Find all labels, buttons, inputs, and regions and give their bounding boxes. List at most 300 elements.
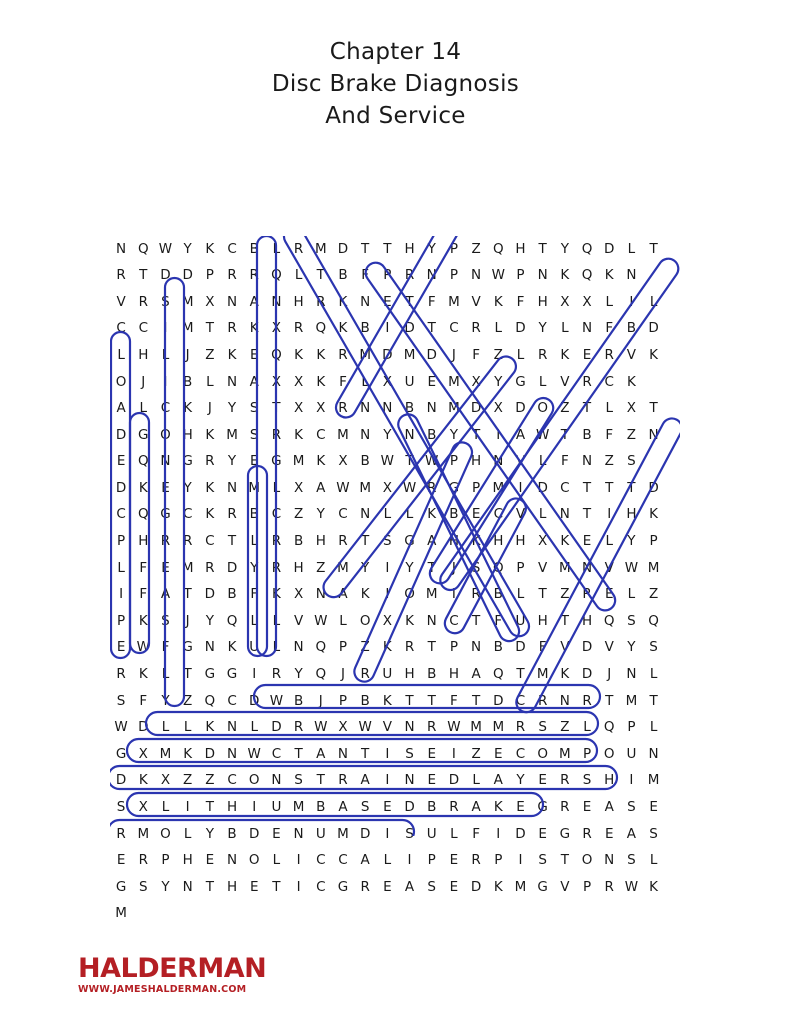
grid-cell: I <box>451 745 456 762</box>
grid-cell: N <box>426 267 437 284</box>
grid-cell: L <box>339 612 347 629</box>
grid-cell: D <box>182 267 193 284</box>
grid-cell: N <box>559 506 570 523</box>
grid-cell: D <box>470 878 482 895</box>
grid-cell: E <box>427 745 436 762</box>
grid-cell: A <box>116 400 126 417</box>
grid-cell: K <box>338 293 348 310</box>
grid-cell: Y <box>405 559 414 576</box>
grid-cell: J <box>318 692 323 709</box>
grid-cell: L <box>561 320 569 337</box>
grid-cell: A <box>316 745 326 762</box>
grid-cell: R <box>271 533 282 550</box>
grid-cell: A <box>249 293 259 310</box>
grid-cell: D <box>448 772 460 789</box>
grid-cell: P <box>516 267 525 284</box>
grid-cell: L <box>383 852 392 869</box>
grid-cell: I <box>296 878 301 895</box>
grid-cell: Y <box>227 453 237 470</box>
grid-cell: W <box>336 479 350 496</box>
grid-cell: M <box>359 479 371 496</box>
grid-cell: H <box>226 878 238 895</box>
grid-cell: T <box>205 799 214 816</box>
grid-cell: E <box>249 453 259 470</box>
grid-cell: I <box>385 559 390 576</box>
grid-cell: F <box>516 293 525 310</box>
grid-cell: E <box>205 852 215 869</box>
grid-cell: R <box>582 586 592 603</box>
grid-cell: D <box>115 426 127 443</box>
grid-cell: L <box>450 825 458 842</box>
grid-cell: B <box>360 453 370 470</box>
grid-cell: L <box>494 320 503 337</box>
grid-cell: F <box>361 267 370 284</box>
grid-cell: I <box>451 586 456 603</box>
grid-cell: M <box>448 400 460 417</box>
grid-cell: Y <box>227 400 237 417</box>
grid-cell: I <box>496 825 501 842</box>
grid-cell: P <box>449 267 458 284</box>
grid-cell: B <box>293 692 304 709</box>
grid-cell: T <box>316 267 325 284</box>
grid-cell: X <box>382 373 392 390</box>
grid-cell: L <box>161 346 170 363</box>
grid-cell: G <box>182 453 193 470</box>
grid-cell: C <box>227 692 237 709</box>
grid-cell: Q <box>137 240 149 257</box>
grid-cell: N <box>404 772 415 789</box>
grid-cell: F <box>560 453 569 470</box>
grid-cell: E <box>116 453 126 470</box>
grid-cell: I <box>252 799 257 816</box>
grid-cell: W <box>535 426 550 443</box>
grid-cell: G <box>537 878 548 895</box>
grid-cell: J <box>607 666 612 683</box>
grid-cell: W <box>491 267 505 284</box>
grid-cell: Y <box>205 825 214 842</box>
grid-cell: B <box>338 267 348 284</box>
grid-cell: H <box>182 852 193 869</box>
grid-cell: S <box>538 719 547 736</box>
grid-cell: W <box>247 745 261 762</box>
grid-cell: I <box>119 586 124 603</box>
grid-cell: O <box>160 825 171 842</box>
grid-cell: K <box>205 240 215 257</box>
grid-cell: R <box>404 639 415 656</box>
grid-cell: E <box>649 799 658 816</box>
grid-cell: R <box>449 799 459 816</box>
grid-cell: X <box>160 772 171 789</box>
grid-cell: C <box>271 506 282 523</box>
grid-cell: W <box>425 453 439 470</box>
grid-cell: C <box>316 426 326 443</box>
grid-cell: G <box>182 639 193 656</box>
grid-cell: T <box>205 878 214 895</box>
grid-cell: E <box>582 346 592 363</box>
grid-cell: Z <box>293 506 304 523</box>
grid-cell: N <box>360 400 371 417</box>
grid-cell: M <box>514 878 527 895</box>
grid-cell: R <box>471 320 481 337</box>
grid-cell: V <box>604 559 614 576</box>
grid-cell: A <box>160 586 171 603</box>
grid-cell: T <box>582 479 592 496</box>
grid-cell: H <box>138 533 149 550</box>
grid-cell: L <box>161 719 170 736</box>
grid-cell: L <box>250 612 258 629</box>
grid-cell: I <box>163 320 168 337</box>
grid-cell: R <box>271 666 282 683</box>
grid-cell: E <box>427 373 436 390</box>
grid-cell: V <box>471 293 481 310</box>
grid-cell-empty <box>643 369 665 396</box>
grid-cell: K <box>316 453 326 470</box>
grid-cell: G <box>115 878 127 895</box>
grid-cell: U <box>382 666 393 683</box>
grid-cell: A <box>316 479 326 496</box>
grid-cell: I <box>518 479 523 496</box>
grid-cell: T <box>361 745 370 762</box>
grid-cell: M <box>292 799 305 816</box>
title-line-1: Chapter 14 <box>329 39 462 65</box>
grid-cell: E <box>161 479 170 496</box>
grid-cell: O <box>160 426 171 443</box>
grid-cell: Y <box>449 426 459 443</box>
grid-cell: D <box>404 320 415 337</box>
grid-cell: N <box>116 240 127 257</box>
grid-cell: R <box>582 692 592 709</box>
grid-cell: R <box>205 453 215 470</box>
grid-cell: I <box>385 586 390 603</box>
grid-cell: M <box>337 426 349 443</box>
grid-cell: F <box>494 612 503 629</box>
grid-cell: R <box>205 559 215 576</box>
grid-cell: P <box>494 852 503 869</box>
grid-cell: K <box>360 586 370 603</box>
grid-cell: A <box>338 586 348 603</box>
grid-cell: M <box>292 453 305 470</box>
grid-cell: E <box>272 825 281 842</box>
grid-cell: A <box>338 799 348 816</box>
grid-cell: H <box>448 533 459 550</box>
grid-cell: X <box>293 479 304 496</box>
grid-cell: E <box>249 878 259 895</box>
grid-cell: R <box>116 267 126 284</box>
grid-cell: I <box>629 293 634 310</box>
grid-cell: R <box>404 267 415 284</box>
grid-cell: H <box>293 293 304 310</box>
grid-cell: Z <box>493 346 503 363</box>
grid-cell: E <box>449 852 459 869</box>
grid-cell: Q <box>492 240 504 257</box>
grid-cell: M <box>137 825 150 842</box>
grid-cell: B <box>493 586 503 603</box>
grid-cell: C <box>205 533 215 550</box>
grid-cell: Q <box>226 612 238 629</box>
grid-cell: Z <box>648 586 659 603</box>
grid-cell: S <box>294 772 303 789</box>
grid-cell: Z <box>205 346 215 363</box>
grid-cell: L <box>272 852 281 869</box>
grid-cell: U <box>315 825 326 842</box>
grid-cell: T <box>516 666 525 683</box>
grid-cell: H <box>471 453 482 470</box>
grid-cell: Q <box>648 612 659 629</box>
grid-cell: T <box>560 426 569 443</box>
grid-cell: M <box>492 479 505 496</box>
grid-cell: T <box>582 506 592 523</box>
grid-cell: A <box>360 852 370 869</box>
grid-cell: K <box>249 320 259 337</box>
grid-cell: K <box>138 772 148 789</box>
grid-cell: T <box>272 400 281 417</box>
grid-cell: S <box>582 772 592 789</box>
grid-cell: A <box>249 373 259 390</box>
grid-cell: G <box>271 453 282 470</box>
grid-cell: N <box>226 373 238 390</box>
grid-cell: T <box>272 878 281 895</box>
grid-cell: W <box>114 719 128 736</box>
grid-cell: M <box>359 346 371 363</box>
grid-cell: T <box>183 586 192 603</box>
grid-cell: X <box>293 400 304 417</box>
grid-cell: D <box>515 825 526 842</box>
grid-cell: R <box>471 586 481 603</box>
grid-cell: W <box>447 719 461 736</box>
page-title <box>0 36 791 132</box>
grid-cell: V <box>293 612 304 629</box>
grid-cell: E <box>383 878 392 895</box>
grid-cell: R <box>427 719 437 736</box>
grid-cell: E <box>494 745 503 762</box>
grid-cell: D <box>515 320 526 337</box>
grid-cell: L <box>605 400 613 417</box>
grid-cell: Q <box>581 267 593 284</box>
grid-cell: D <box>204 745 216 762</box>
grid-cell: S <box>249 400 259 417</box>
grid-cell: J <box>207 400 212 417</box>
grid-cell: N <box>537 267 548 284</box>
grid-cell: C <box>604 373 614 390</box>
grid-cell: N <box>404 426 415 443</box>
grid-cell: M <box>337 559 349 576</box>
grid-cell: L <box>627 240 636 257</box>
word-search-puzzle <box>110 236 680 922</box>
grid-cell: Z <box>471 745 481 762</box>
grid-cell: T <box>227 533 237 550</box>
grid-cell: X <box>560 293 570 310</box>
grid-cell: Y <box>427 240 436 257</box>
grid-cell: H <box>182 426 193 443</box>
grid-cell: W <box>158 240 173 257</box>
grid-cell: N <box>271 772 282 789</box>
grid-cell: K <box>205 719 215 736</box>
grid-cell: B <box>183 373 193 390</box>
grid-cell: S <box>116 799 126 816</box>
grid-cell: L <box>272 479 281 496</box>
grid-cell: M <box>492 719 505 736</box>
grid-cell: H <box>226 799 238 816</box>
grid-cell: V <box>560 373 570 390</box>
grid-cell: L <box>250 533 258 550</box>
grid-cell: L <box>649 293 658 310</box>
grid-cell: S <box>161 612 170 629</box>
grid-cell: L <box>538 453 547 470</box>
grid-cell: R <box>427 479 437 496</box>
grid-cell: M <box>337 825 349 842</box>
grid-cell: P <box>472 479 481 496</box>
grid-cell: E <box>582 799 592 816</box>
grid-cell: B <box>360 692 370 709</box>
grid-cell: O <box>537 400 548 417</box>
grid-cell: I <box>407 852 412 869</box>
grid-cell: E <box>538 825 547 842</box>
grid-cell: L <box>161 799 170 816</box>
grid-cell: R <box>271 426 282 443</box>
grid-cell: T <box>316 772 325 789</box>
grid-cell: Y <box>250 559 259 576</box>
grid-cell: S <box>471 559 481 576</box>
grid-cell: N <box>604 852 615 869</box>
grid-cell: C <box>338 506 348 523</box>
grid-cell: D <box>537 479 548 496</box>
grid-cell: Q <box>315 320 327 337</box>
grid-cell: N <box>337 745 349 762</box>
grid-cell: D <box>648 479 659 496</box>
grid-cell: F <box>472 825 480 842</box>
grid-cell: T <box>405 692 414 709</box>
grid-cell: F <box>538 639 547 656</box>
grid-cell: L <box>538 506 547 523</box>
grid-cell: J <box>185 612 190 629</box>
grid-cell: T <box>427 320 436 337</box>
grid-cell: K <box>338 320 348 337</box>
grid-cell: F <box>139 586 148 603</box>
grid-cell: H <box>138 346 149 363</box>
grid-cell: Y <box>183 240 192 257</box>
grid-cell: R <box>338 533 348 550</box>
grid-cell: R <box>116 825 126 842</box>
grid-cell: H <box>293 559 304 576</box>
grid-cell: B <box>427 799 437 816</box>
grid-cell: Q <box>315 666 327 683</box>
grid-cell: K <box>294 426 304 443</box>
grid-cell: B <box>427 666 437 683</box>
grid-cell: P <box>582 745 592 762</box>
grid-cell: N <box>404 719 415 736</box>
grid-cell: R <box>227 506 237 523</box>
grid-cell: T <box>361 240 370 257</box>
grid-cell: W <box>358 719 372 736</box>
grid-cell: K <box>604 267 614 284</box>
grid-cell: A <box>515 426 526 443</box>
grid-cell: H <box>537 612 548 629</box>
grid-cell: K <box>560 267 570 284</box>
grid-cell: T <box>427 692 436 709</box>
grid-cell-empty <box>643 449 665 476</box>
grid-cell: T <box>538 586 547 603</box>
grid-cell: L <box>139 400 148 417</box>
grid-cell: P <box>427 852 436 869</box>
grid-cell: Q <box>204 692 216 709</box>
grid-cell: K <box>382 692 392 709</box>
grid-cell: E <box>427 772 436 789</box>
grid-cell: B <box>626 320 637 337</box>
grid-cell: T <box>471 426 481 443</box>
grid-cell: F <box>427 293 436 310</box>
grid-cell: H <box>404 240 415 257</box>
grid-cell: S <box>161 293 170 310</box>
grid-cell: P <box>516 559 525 576</box>
grid-cell: N <box>293 825 304 842</box>
grid-cell: A <box>626 825 637 842</box>
grid-cell: M <box>536 666 549 683</box>
grid-cell: C <box>515 692 526 709</box>
grid-cell: F <box>472 346 480 363</box>
grid-cell: L <box>361 373 369 390</box>
grid-cell: C <box>449 612 459 629</box>
grid-cell: B <box>449 506 459 523</box>
grid-cell: X <box>293 586 304 603</box>
grid-cell: L <box>605 293 613 310</box>
grid-cell: U <box>249 639 260 656</box>
grid-cell: D <box>160 267 171 284</box>
grid-cell: D <box>404 799 415 816</box>
grid-cell: C <box>493 506 503 523</box>
grid-cell: T <box>294 745 303 762</box>
grid-cell: T <box>605 692 614 709</box>
grid-cell: O <box>248 772 260 789</box>
grid-cell: P <box>449 639 458 656</box>
grid-cell: R <box>537 692 548 709</box>
grid-cell: A <box>427 533 437 550</box>
grid-cell: N <box>581 559 593 576</box>
grid-cell: K <box>649 346 659 363</box>
grid-cell: H <box>448 666 459 683</box>
grid-cell: G <box>160 506 171 523</box>
grid-cell: X <box>138 799 148 816</box>
grid-cell: T <box>405 453 414 470</box>
grid-cell: S <box>249 426 259 443</box>
grid-cell: Z <box>626 426 637 443</box>
grid-cell: N <box>360 426 371 443</box>
grid-cell: D <box>337 240 349 257</box>
grid-cell: K <box>205 506 215 523</box>
grid-cell: Q <box>271 267 282 284</box>
grid-cell: Q <box>492 559 504 576</box>
grid-cell: Y <box>161 692 170 709</box>
grid-cell: E <box>604 825 614 842</box>
grid-cell: K <box>427 506 437 523</box>
grid-cell: T <box>471 612 481 629</box>
grid-cell: O <box>248 852 260 869</box>
grid-cell: T <box>605 479 614 496</box>
grid-cell: P <box>338 692 348 709</box>
grid-cell: L <box>472 772 480 789</box>
grid-cell: R <box>160 533 171 550</box>
grid-cell: Y <box>294 666 303 683</box>
grid-cell: X <box>493 400 503 417</box>
grid-cell: S <box>405 825 414 842</box>
grid-cell: D <box>115 772 127 789</box>
grid-cell: H <box>537 293 548 310</box>
grid-cell: Y <box>516 772 525 789</box>
grid-cell: S <box>538 852 547 869</box>
grid-cell: X <box>293 373 304 390</box>
grid-cell: O <box>537 745 548 762</box>
grid-cell: D <box>604 240 615 257</box>
grid-cell: T <box>560 612 569 629</box>
